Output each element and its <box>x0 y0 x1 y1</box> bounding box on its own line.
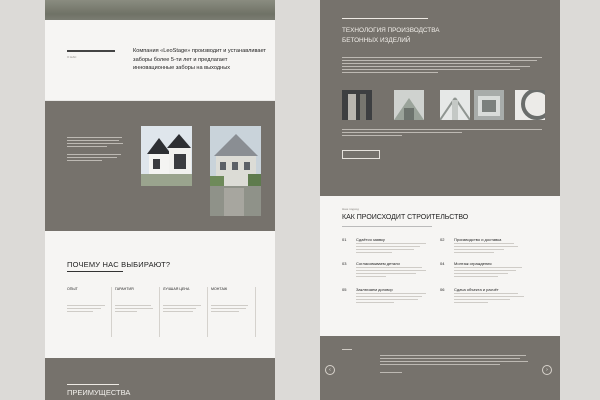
classic-house-photo <box>210 126 261 216</box>
review-text-block <box>380 355 530 375</box>
step-text <box>356 243 434 255</box>
intro-label: О НАС <box>67 55 77 59</box>
why-us-card <box>163 287 208 337</box>
houses-text-block <box>67 137 125 163</box>
intro-rule <box>67 50 115 52</box>
step-title: Монтаж ограждения <box>454 261 492 266</box>
step-title: Производство и доставка <box>454 237 502 242</box>
step-number: 06 <box>440 287 445 292</box>
why-us-card-text <box>163 305 203 314</box>
construction-rule <box>342 226 432 227</box>
tech-photo-2 <box>394 90 424 120</box>
right-page-mockup <box>320 0 560 400</box>
review-next-button[interactable] <box>542 365 552 375</box>
step-number: 02 <box>440 237 445 242</box>
construction-title: КАК ПРОИСХОДИТ СТРОИТЕЛЬСТВО <box>342 214 469 221</box>
why-us-rule <box>67 271 123 272</box>
why-us-card <box>211 287 256 337</box>
construction-small-label: Наш подход <box>342 207 359 211</box>
chevron-right-icon: › <box>546 366 548 373</box>
why-us-title: ПОЧЕМУ НАС ВЫБИРАЮТ? <box>67 260 171 269</box>
review-prev-button[interactable] <box>325 365 335 375</box>
tech-photo-1 <box>342 90 372 120</box>
why-us-card-text <box>67 305 107 314</box>
why-us-card-title: ЛУЧШАЯ ЦЕНА <box>163 287 190 291</box>
technology-button[interactable] <box>342 150 380 159</box>
step-title: Заключаем договор <box>356 287 393 292</box>
tech-photo-4 <box>474 90 504 120</box>
step-number: 01 <box>342 237 347 242</box>
step-number: 03 <box>342 261 347 266</box>
technology-title-line1: ТЕХНОЛОГИЯ ПРОИЗВОДСТВА <box>342 27 440 34</box>
tech-photo-5 <box>515 90 545 120</box>
step-text <box>356 293 434 305</box>
intro-text: Компания «LeoStage» производит и устанавливает заборы более 5-ти лет и предлагает инновационные заборы на выходных <box>133 48 266 71</box>
technology-rule <box>342 18 428 19</box>
advantages-rule <box>67 384 119 385</box>
step-text <box>454 293 532 305</box>
step-text <box>454 243 532 255</box>
hero-landscape-photo <box>45 0 275 20</box>
technology-text-block <box>342 57 547 75</box>
why-us-card <box>115 287 160 337</box>
review-label-line <box>342 349 352 350</box>
step-title: Сдаётся заявку <box>356 237 385 242</box>
why-us-card-title: ГАРАНТИЯ <box>115 287 134 291</box>
chevron-left-icon: ‹ <box>329 366 331 373</box>
why-us-card-text <box>211 305 251 314</box>
why-us-card-text <box>115 305 155 314</box>
step-number: 04 <box>440 261 445 266</box>
advantages-title: ПРЕИМУЩЕСТВА <box>67 388 131 397</box>
modern-house-photo <box>141 126 192 186</box>
step-text <box>454 267 532 279</box>
why-us-card-title: МОНТАЖ <box>211 287 228 291</box>
why-us-card-title: ОПЫТ <box>67 287 78 291</box>
technology-title-line2: БЕТОННЫХ ИЗДЕЛИЙ <box>342 37 411 44</box>
technology-caption <box>342 129 547 138</box>
step-title: Сдача объекта и расчёт <box>454 287 499 292</box>
step-number: 05 <box>342 287 347 292</box>
step-title: Согласовываем детали <box>356 261 400 266</box>
step-text <box>356 267 434 279</box>
tech-photo-3 <box>440 90 470 120</box>
why-us-card <box>67 287 112 337</box>
left-page-mockup <box>45 0 275 400</box>
